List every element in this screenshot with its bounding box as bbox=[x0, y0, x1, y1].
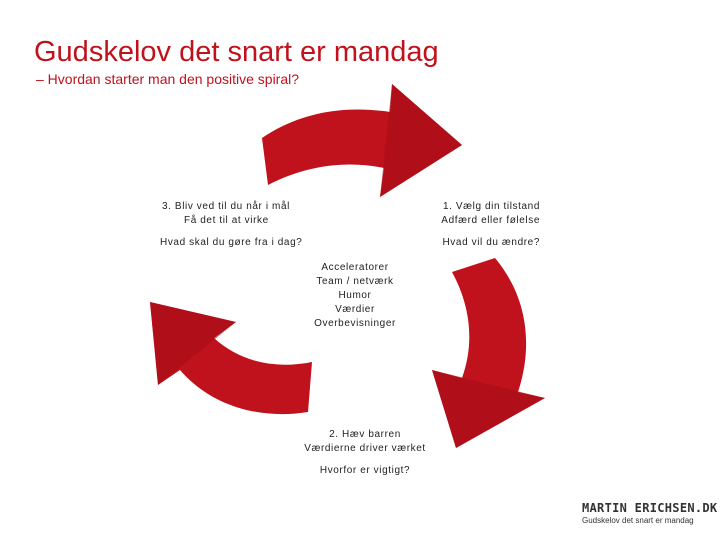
step2-heading: 2. Hæv barren bbox=[329, 429, 401, 440]
logo-tagline: Gudskelov det snart er mandag bbox=[582, 516, 694, 525]
step3-question: Hvad skal du gøre fra i dag? bbox=[160, 237, 303, 248]
accelerator-item: Overbevisninger bbox=[314, 318, 396, 329]
logo-name: MARTIN ERICHSEN.DK bbox=[582, 501, 718, 515]
cycle-arrow-top bbox=[262, 84, 462, 197]
cycle-arrow-left bbox=[150, 302, 312, 414]
accelerator-item: Værdier bbox=[335, 304, 375, 315]
accelerator-item: Team / netværk bbox=[316, 276, 394, 287]
slide-subtitle: – Hvordan starter man den positive spiral? bbox=[36, 71, 300, 87]
step3-block bbox=[162, 200, 290, 228]
cycle-arrow-right bbox=[432, 258, 545, 448]
step2-question: Hvorfor er vigtigt? bbox=[319, 465, 411, 476]
step2-block bbox=[295, 428, 435, 456]
step1-heading: 1. Vælg din tilstand bbox=[442, 201, 540, 212]
accelerator-item: Humor bbox=[338, 290, 372, 301]
step1-block bbox=[410, 200, 540, 228]
step2-detail: Værdierne driver værket bbox=[304, 443, 426, 454]
step1-detail: Adfærd eller følelse bbox=[441, 215, 540, 226]
slide-title: Gudskelov det snart er mandag bbox=[34, 36, 439, 68]
accelerators-block bbox=[290, 261, 420, 331]
step3-heading: 3. Bliv ved til du når i mål bbox=[162, 201, 290, 212]
accelerators-heading: Acceleratorer bbox=[321, 262, 389, 273]
step1-question: Hvad vil du ændre? bbox=[442, 237, 540, 248]
brand-logo bbox=[582, 501, 718, 525]
step3-detail: Få det til at virke bbox=[184, 215, 269, 226]
